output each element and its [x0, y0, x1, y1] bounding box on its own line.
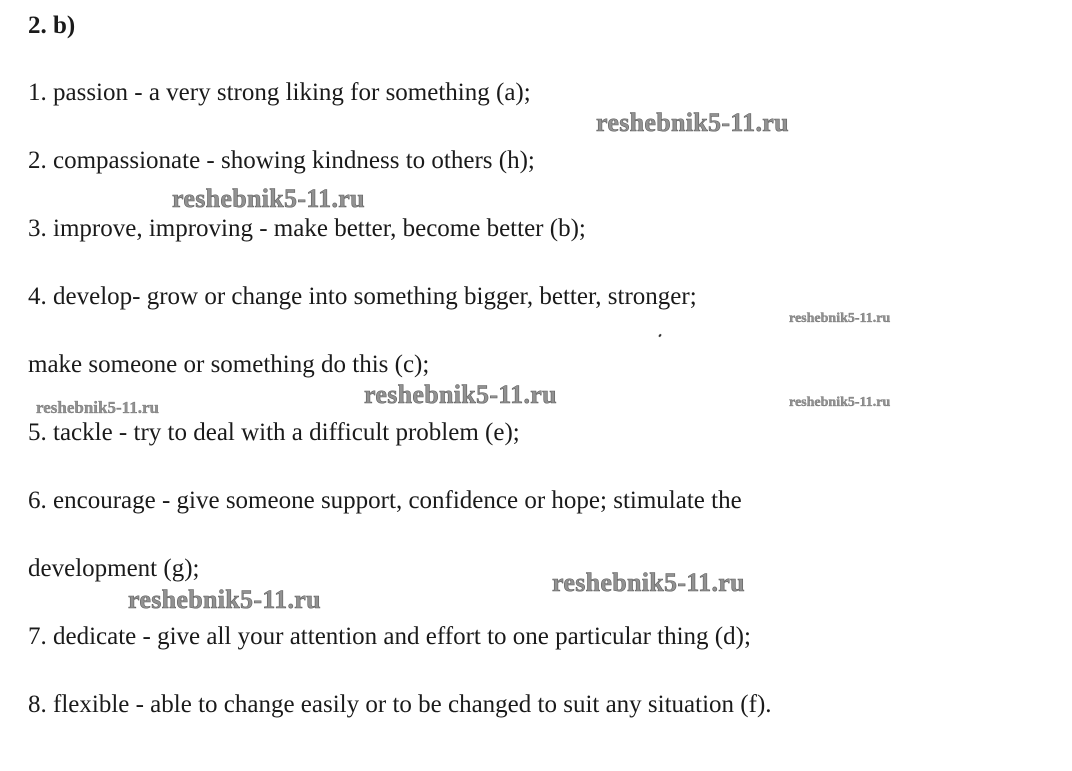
definition-line-7: 7. dedicate - give all your attention and effort to one particular thing (d);	[28, 623, 751, 650]
watermark: reshebnik5-11.ru	[789, 395, 891, 410]
definition-line-5: 5. tackle - try to deal with a difficult problem (e);	[28, 419, 520, 446]
definition-line-6: 6. encourage - give someone support, confidence or hope; stimulate the	[28, 487, 742, 514]
watermark: reshebnik5-11.ru	[36, 398, 159, 417]
watermark: reshebnik5-11.ru	[172, 184, 365, 213]
exercise-heading: 2. b)	[28, 12, 76, 39]
scan-speck	[658, 334, 661, 338]
watermark: reshebnik5-11.ru	[789, 311, 891, 326]
watermark: reshebnik5-11.ru	[596, 108, 789, 137]
definition-line-8: 8. flexible - able to change easily or to be changed to suit any situation (f).	[28, 691, 772, 718]
definition-line-4: 4. develop- grow or change into something bigger, better, stronger;	[28, 283, 697, 310]
definition-line-1: 1. passion - a very strong liking for something (a);	[28, 79, 531, 106]
definition-line-2: 2. compassionate - showing kindness to others (h);	[28, 147, 535, 174]
watermark: reshebnik5-11.ru	[552, 568, 745, 597]
definition-line-4-continued: make someone or something do this (c);	[28, 351, 430, 378]
watermark: reshebnik5-11.ru	[364, 380, 557, 409]
watermark: reshebnik5-11.ru	[128, 585, 321, 614]
definition-line-3: 3. improve, improving - make better, become better (b);	[28, 215, 586, 242]
definition-line-6-continued: development (g);	[28, 555, 200, 582]
